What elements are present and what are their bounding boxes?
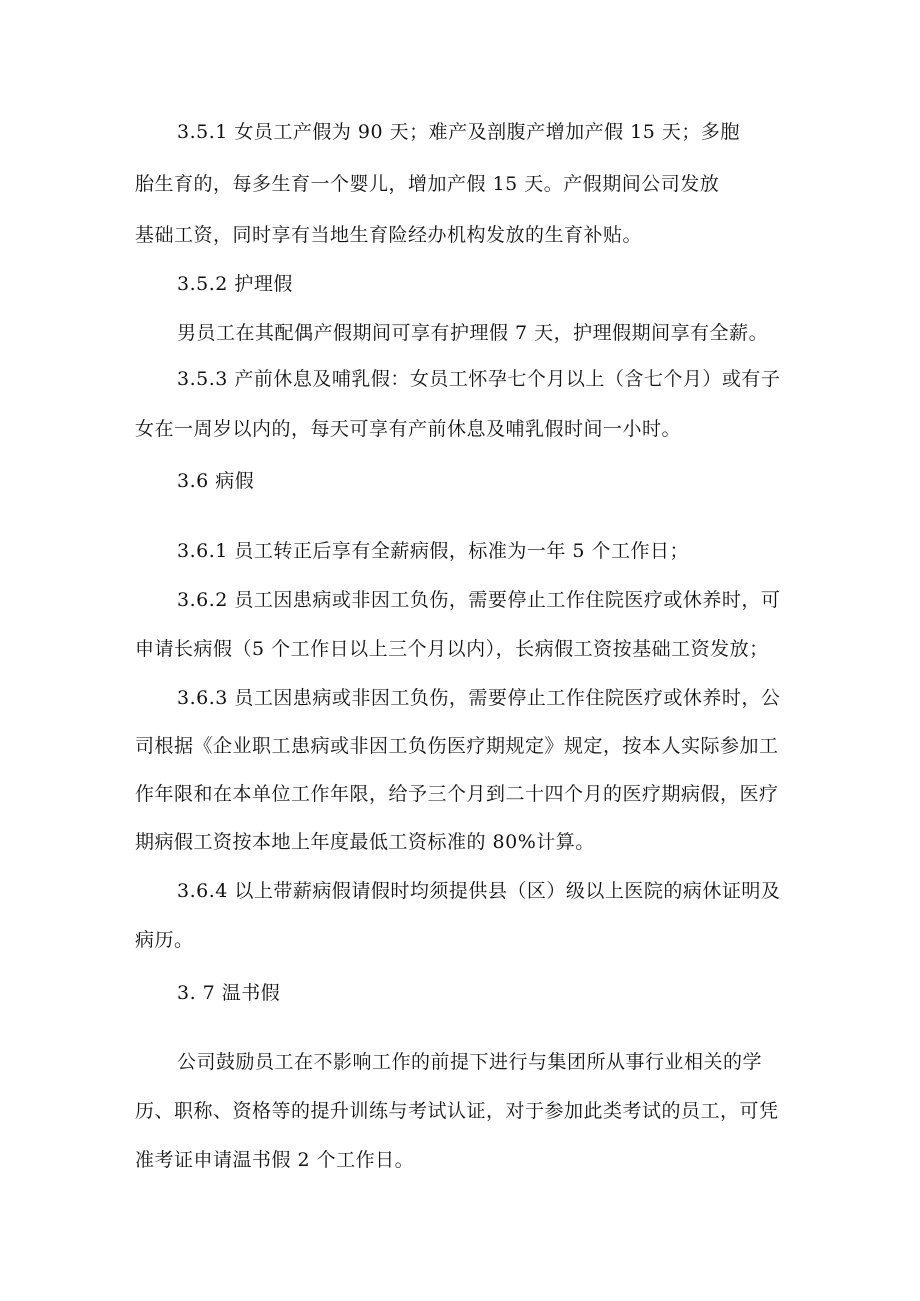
text-line: 历、职称、资格等的提升训练与考试认证，对于参加此类考试的员工，可凭 (135, 1100, 779, 1122)
text-line: 病历。 (135, 929, 194, 951)
section-heading: 3.5.2 护理假 (177, 273, 293, 295)
text-line: 准考证申请温书假 2 个工作日。 (135, 1149, 415, 1171)
section-heading: 3. 7 温书假 (177, 982, 281, 1004)
text-line: 期病假工资按本地上年度最低工资标准的 80%计算。 (135, 831, 595, 853)
text-line: 3.6.1 员工转正后享有全薪病假，标准为一年 5 个工作日； (177, 540, 690, 562)
text-line: 胎生育的，每多生育一个婴儿，增加产假 15 天。产假期间公司发放 (135, 173, 720, 195)
text-line: 3.6.3 员工因患病或非因工负伤，需要停止工作住院医疗或休养时，公 (177, 687, 781, 709)
text-line: 3.6.2 员工因患病或非因工负伤，需要停止工作住院医疗或休养时，可 (177, 589, 781, 611)
text-line: 基础工资，同时享有当地生育险经办机构发放的生育补贴。 (135, 224, 643, 246)
text-line: 女在一周岁以内的，每天可享有产前休息及哺乳假时间一小时。 (135, 418, 682, 440)
text-line: 3.5.1 女员工产假为 90 天；难产及剖腹产增加产假 15 天；多胞 (177, 121, 740, 143)
text-line: 司根据《企业职工患病或非因工负伤医疗期规定》规定，按本人实际参加工 (135, 735, 779, 757)
text-line: 3.6.4 以上带薪病假请假时均须提供县（区）级以上医院的病休证明及 (177, 880, 781, 902)
text-line: 作年限和在本单位工作年限，给予三个月到二十四个月的医疗期病假，医疗 (135, 783, 779, 805)
text-line: 申请长病假（5 个工作日以上三个月以内），长病假工资按基础工资发放； (135, 638, 769, 660)
section-heading: 3.6 病假 (177, 470, 255, 492)
text-line: 男员工在其配偶产假期间可享有护理假 7 天，护理假期间享有全薪。 (177, 322, 769, 344)
text-line: 3.5.3 产前休息及哺乳假：女员工怀孕七个月以上（含七个月）或有子 (177, 368, 781, 390)
text-line: 公司鼓励员工在不影响工作的前提下进行与集团所从事行业相关的学 (177, 1051, 763, 1073)
